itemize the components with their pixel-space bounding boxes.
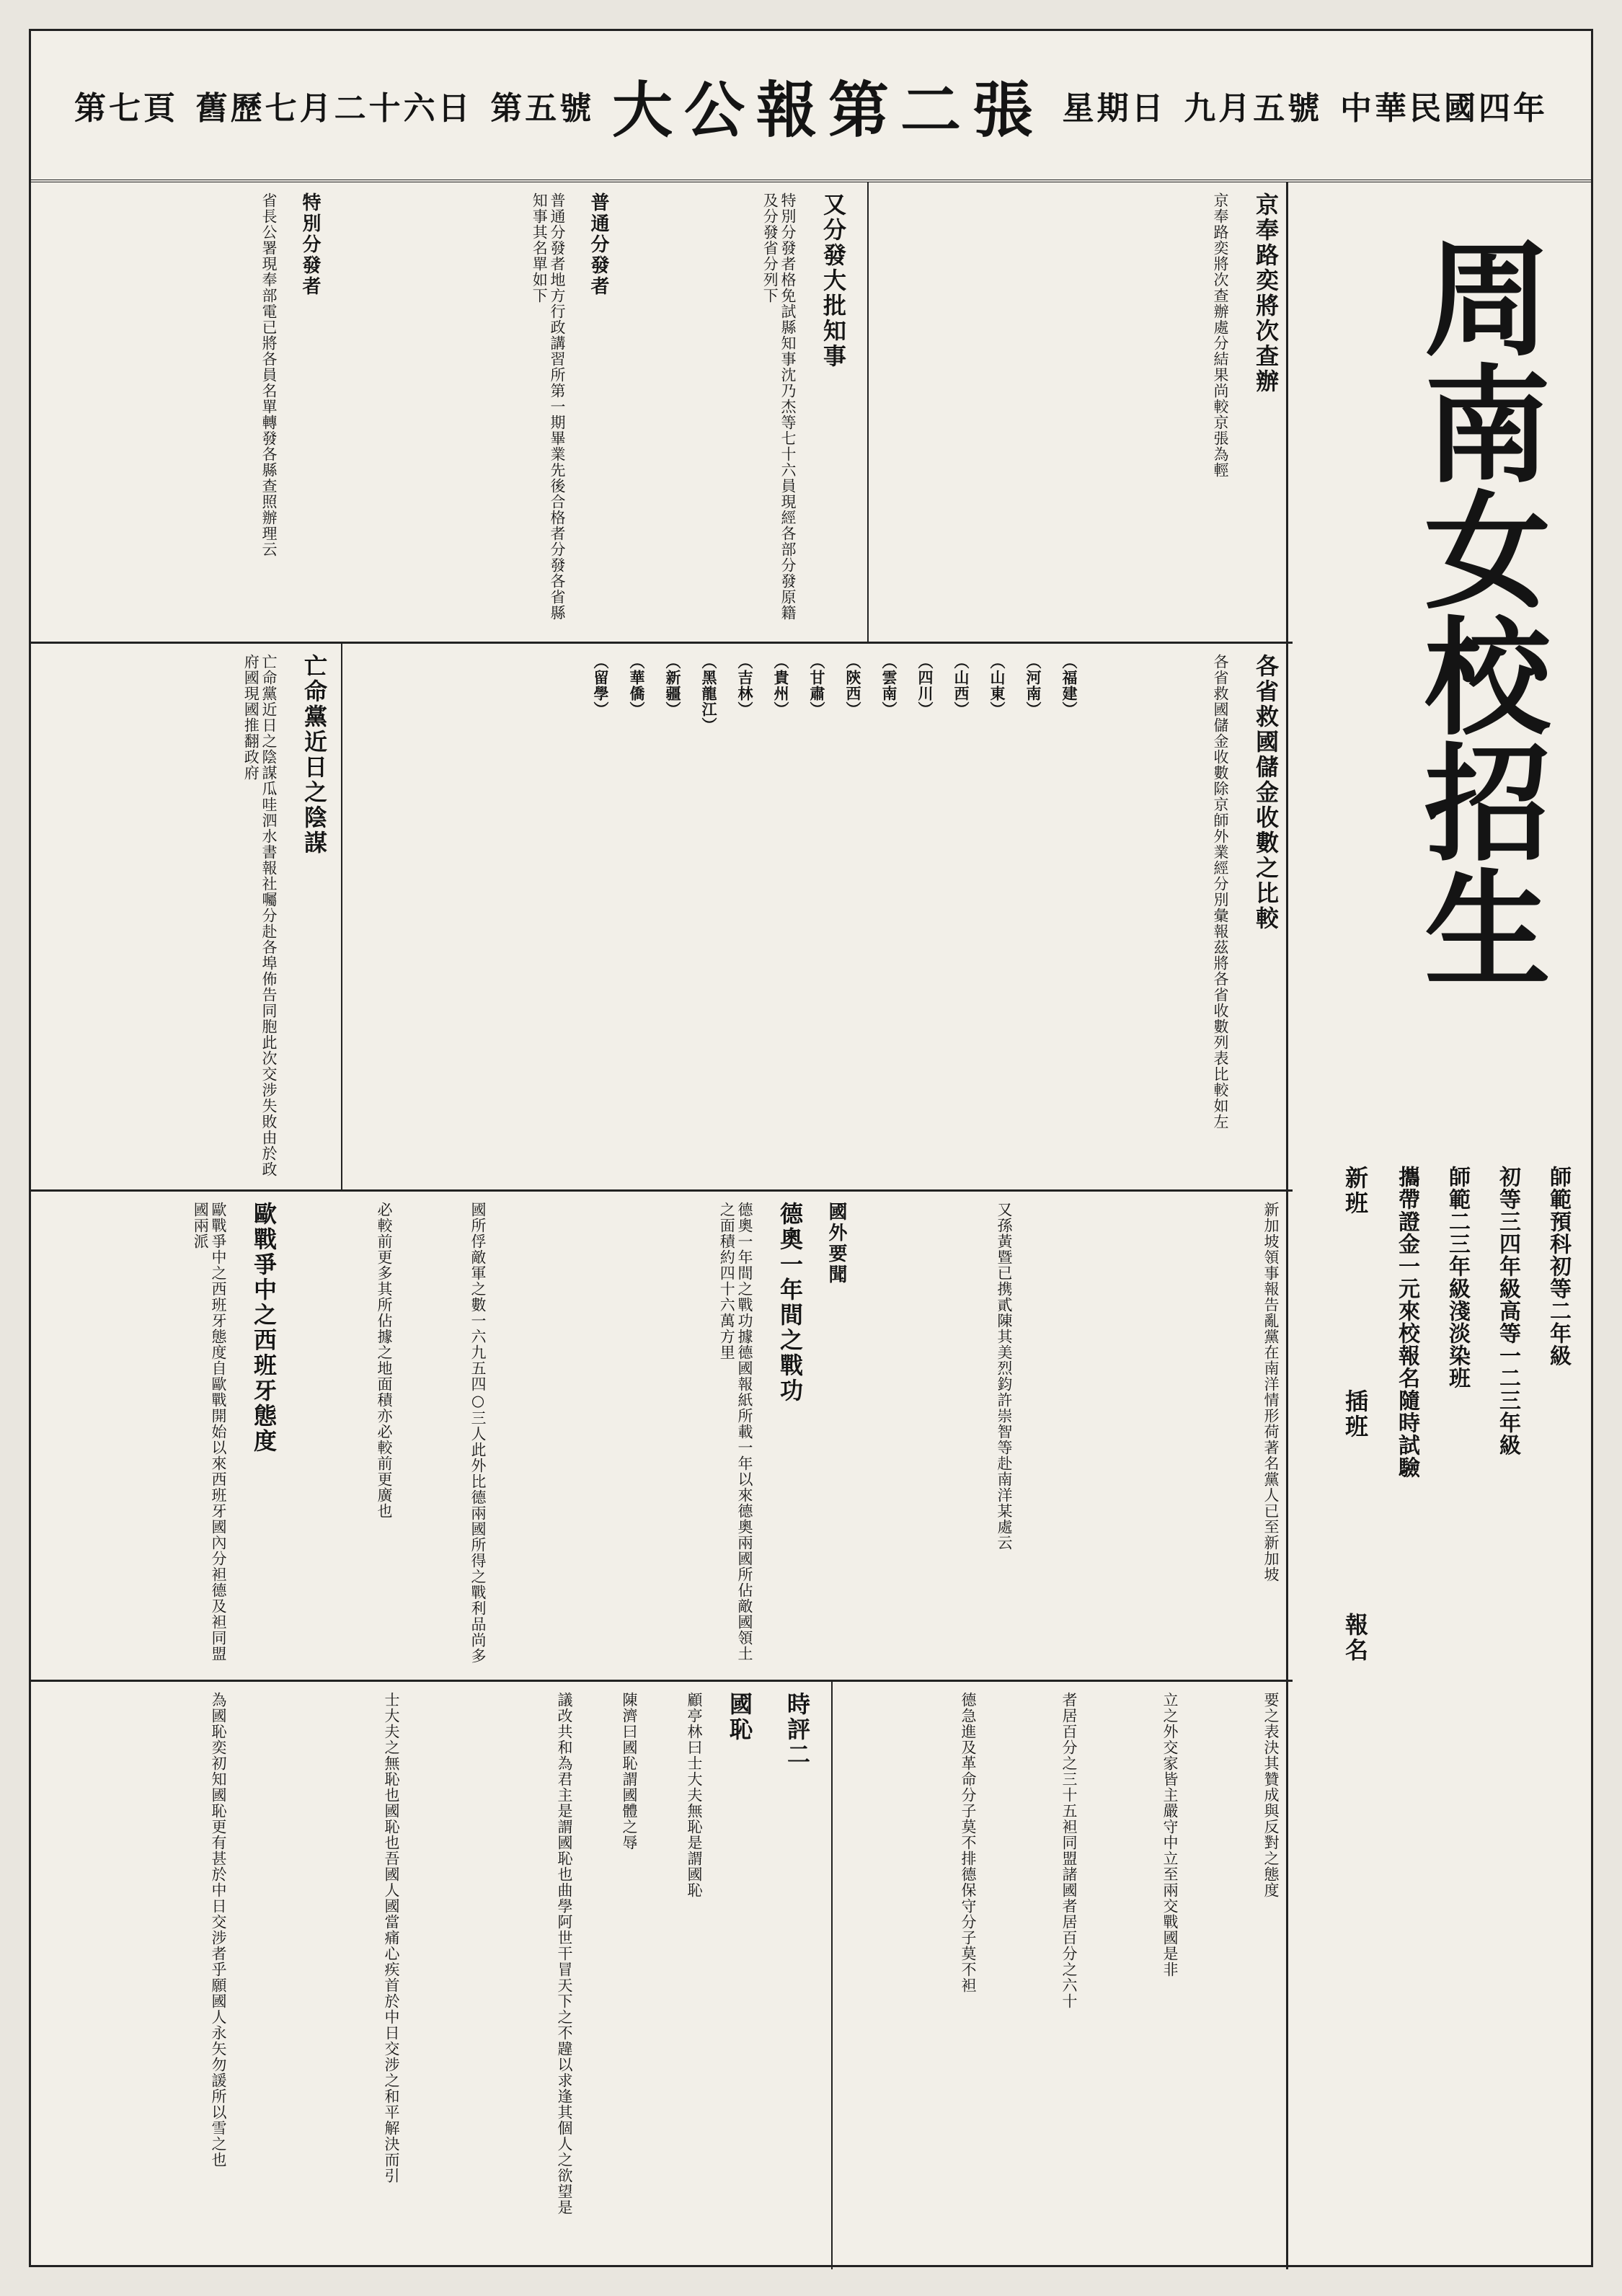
editorial-d: 士大夫之無恥也國恥也吾國人國當痛心疾首於中日交涉之和平解決而引 <box>383 1692 400 2184</box>
column-divider <box>831 1682 833 2269</box>
school-name: 周南女校招生 <box>1404 233 1551 990</box>
editorial-a: 顧亭林曰士大夫無恥是謂國恥 <box>686 1692 703 1898</box>
province-overseas: （華僑） <box>628 654 646 717</box>
exile-headline: 亡命黨近日之陰謀 <box>301 654 328 856</box>
province-henan: （河南） <box>1024 654 1042 717</box>
column-divider <box>867 182 869 642</box>
article-d: 京奉路奕將次查辦處分結果尚較京張為輕 <box>1212 192 1229 478</box>
editorial-b: 陳濟曰國恥謂國體之辱 <box>621 1692 638 1850</box>
province-jilin: （吉林） <box>736 654 754 717</box>
ad-tag-insert: 插班 <box>1342 1389 1369 1440</box>
school-advertisement <box>1286 182 1591 2269</box>
article-b: 普通分發者地方行政講習所第一期畢業先後合格者分發各省縣知事其名單如下 <box>531 192 566 621</box>
war-article-end: 必較前更多其所佔據之地面積亦必較前更廣也 <box>376 1202 393 1519</box>
weekday: 星期日 <box>1062 90 1166 127</box>
issue-number: 第五號 <box>490 90 595 127</box>
ad-tag-new: 新班 <box>1342 1166 1369 1216</box>
page-number: 第七頁 <box>74 90 178 127</box>
old-calendar-date: 舊歷七月二十六日 <box>195 90 473 127</box>
date-western: 九月五號 <box>1184 90 1323 127</box>
war-headline: 德奧一年間之戰功 <box>776 1202 804 1404</box>
exile-article: 亡命黨近日之陰謀瓜哇泗水書報社囑分赴各埠佈告同胞此次交涉失敗由於政府國現國推翻政府 <box>242 654 278 1177</box>
province-heilongjiang: （黑龍江） <box>700 654 718 733</box>
ad-tag-sign: 報名 <box>1342 1613 1369 1663</box>
editorial-e: 為國恥奕初知國恥更有甚於中日交涉者乎願國人永矢勿諼所以雪之也 <box>210 1692 227 2168</box>
commentary-h: 立之外交家皆主嚴守中立至兩交戰國是非 <box>1161 1692 1179 1977</box>
foreign-news-label: 國外要聞 <box>825 1202 847 1285</box>
province-yunnan: （雲南） <box>880 654 898 717</box>
ad-line-c: 師範二三年級淺淡染班 <box>1445 1166 1470 1389</box>
commentary-g: 者居百分之三十五袒同盟諸國者居百分之六十 <box>1060 1692 1078 2009</box>
province-shandong: （山東） <box>988 654 1006 717</box>
article-a: 特別分發者格免試縣知事沈乃杰等七十六員現經各部分發原籍及分發省分列下 <box>761 192 797 621</box>
ad-line-a: 師範預科初等二年級 <box>1546 1166 1571 1367</box>
column-divider <box>341 644 342 1189</box>
commentary-f: 德急進及革命分子莫不排德保守分子莫不袒 <box>960 1692 977 1993</box>
commentary-i: 要之表決其贊成與反對之態度 <box>1262 1692 1280 1898</box>
province-xinjiang: （新疆） <box>664 654 682 717</box>
province-fujian: （福建） <box>1060 654 1078 717</box>
section-appointments <box>31 182 1293 644</box>
province-students: （留學） <box>592 654 610 717</box>
editorial-c: 議改共和為君主是謂國恥也曲學阿世干冒天下之不韙以求逢其個人之欲望是 <box>556 1692 573 2215</box>
donation-headline: 各省救國儲金收數之比較 <box>1252 654 1280 931</box>
national-shame-headline: 國恥 <box>726 1692 753 1742</box>
revolutionaries-article: 又孫黃暨已携貳陳其美烈鈞許崇智等赴南洋某處云 <box>996 1202 1013 1551</box>
newspaper-page <box>29 29 1593 2267</box>
spain-article: 歐戰爭中之西班牙態度自歐戰開始以來西班牙國內分袒德及袒同盟國兩派 <box>192 1202 227 1662</box>
headline-b: 普通分發者 <box>588 192 609 297</box>
year: 中華民國四年 <box>1339 90 1548 127</box>
editorial-label: 時評二 <box>784 1692 811 1768</box>
province-guizhou: （貴州） <box>772 654 790 717</box>
war-article: 德奧一年間之戰功據德國報紙所載一年以來德奧兩國所佔敵國領土之面積約四十六萬方里 <box>718 1202 753 1662</box>
section-foreign-news <box>31 1192 1293 1682</box>
spain-headline: 歐戰爭中之西班牙態度 <box>250 1202 278 1454</box>
province-sichuan: （四川） <box>916 654 934 717</box>
ad-line-b: 初等三四年級高等一二三年級 <box>1495 1166 1520 1456</box>
headline-c: 特別分發者 <box>299 192 321 297</box>
paper-title: 大公報第二張 <box>611 74 1045 146</box>
war-article-cont: 國所俘敵軍之數一六九五四○三人此外比德兩國所得之戰利品尚多 <box>469 1202 487 1664</box>
section-commentary <box>31 1682 1293 2269</box>
province-shanxi: （山西） <box>952 654 970 717</box>
donation-intro: 各省救國儲金收數除京師外業經分別彙報茲將各省收數列表比較如左 <box>1212 654 1229 1130</box>
province-shaanxi: （陝西） <box>844 654 862 717</box>
article-c: 省長公署現奉部電已將各員名單轉發各縣查照辦理云 <box>260 192 278 557</box>
ad-line-d: 攜帶證金一元來校報名隨時試驗 <box>1394 1166 1419 1479</box>
nanyang-article: 新加坡領事報告亂黨在南洋情形荷著名黨人已至新加坡 <box>1262 1202 1280 1582</box>
headline-a: 又分發大批知事 <box>820 192 847 369</box>
headline-d: 京奉路奕將次查辦 <box>1252 192 1280 394</box>
province-gansu: （甘肅） <box>808 654 826 717</box>
masthead <box>31 31 1591 182</box>
section-donations <box>31 644 1293 1192</box>
